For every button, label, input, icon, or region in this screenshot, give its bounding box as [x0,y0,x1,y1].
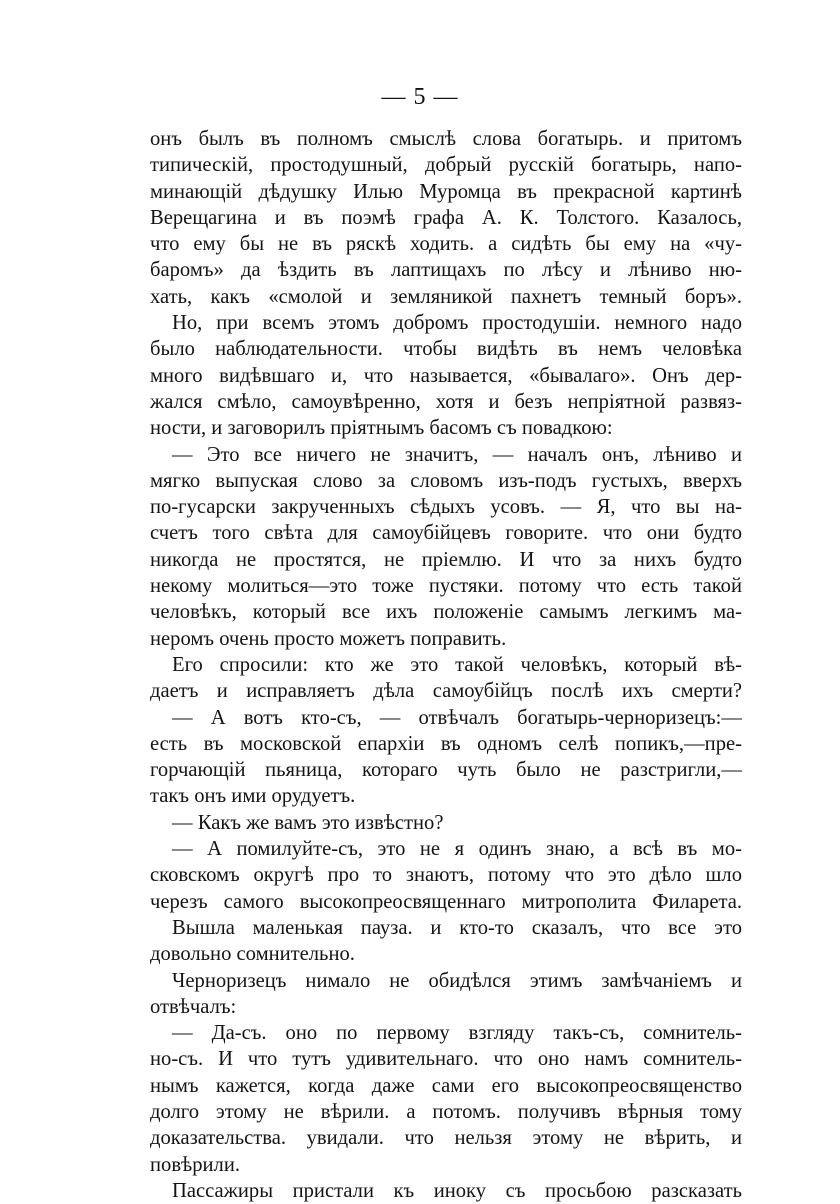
text-line: Верещагина и въ поэмѣ графа А. К. Толстого. Казалось, [150,206,742,229]
paragraph [150,652,742,705]
text-line: долго этому не вѣрили. а потомъ. получивъ вѣрныя тому [150,1100,742,1123]
text-line: никогда не простятся, не пріемлю. И что за нихъ будто [150,548,742,571]
text-line: но-съ. И что тутъ удивительнаго. что оно намъ сомнитель- [150,1048,742,1071]
text-line: нымъ кажется, когда даже сами его высокопреосвященство [150,1074,742,1097]
text-line: ности, и заговорилъ пріятнымъ басомъ съ повадкою: [150,417,613,440]
text-line: что ему бы не въ ряскѣ ходить. а сидѣть бы ему на «чу- [150,233,742,256]
text-line: было наблюдательности. чтобы видѣть въ немъ человѣка [150,338,742,361]
text-line: хать, какъ «смолой и земляникой пахнетъ темный боръ». [150,285,742,308]
paragraph [150,1020,742,1178]
text-line: минающій дѣдушку Илью Муромца въ прекрасной картинѣ [150,180,742,203]
paragraph [150,442,742,652]
paragraph [150,126,742,310]
paragraph [150,836,742,915]
text-line: Черноризецъ нимало не обидѣлся этимъ замѣчаніемъ и [172,969,742,992]
text-line: Но, при всемъ этомъ добромъ простодушіи. немного надо [172,312,742,335]
text-line: жался смѣло, самоувѣренно, хотя и безъ непріятной развяз- [150,390,742,413]
text-line: Его спросили: кто же это такой человѣкъ, который вѣ- [172,653,742,676]
body-text [150,126,742,1204]
text-line: доказательства. увидали. что нельзя этому не вѣрить, и [150,1127,742,1150]
text-line: черезъ самого высокопреосвященнаго митрополита Филарета. [150,890,742,913]
text-line: — Это все ничего не значитъ, — началъ онъ, лѣниво и [172,443,742,466]
text-line: отвѣчалъ: [150,995,237,1018]
text-line: — А помилуйте-съ, это не я одинъ знаю, а всѣ въ мо- [172,838,742,861]
text-line: — А вотъ кто-съ, — отвѣчалъ богатырь-черноризецъ:— [172,706,742,729]
text-line: по-гусарски закрученныхъ сѣдыхъ усовъ. — Я, что вы на- [150,496,742,519]
text-line: много видѣвшаго и, что называется, «бывалаго». Онъ дер- [150,364,742,387]
text-line: даетъ и исправляетъ дѣла самоубійцъ послѣ ихъ смерти? [150,680,742,703]
paragraph [150,915,742,968]
text-line: типическій, простодушный, добрый русскій богатырь, напо- [150,154,742,177]
text-line: повѣрили. [150,1153,240,1176]
paragraph [150,810,742,836]
text-line: — Да-съ. оно по первому взгляду такъ-съ, сомнитель- [172,1022,742,1045]
text-line: такъ онъ ими орудуетъ. [150,785,356,808]
text-line: сковскомъ округѣ про то знаютъ, потому что это дѣло шло [150,864,742,887]
paragraph [150,705,742,810]
text-line: счетъ того свѣта для самоубійцевъ говорите. что они будто [150,522,742,545]
text-line: есть въ московской епархіи въ одномъ селѣ попикъ,—пре- [150,732,742,755]
paragraph [150,968,742,1021]
text-line: — Какъ же вамъ это извѣстно? [172,811,444,834]
text-line: баромъ» да ѣздить въ лаптищахъ по лѣсу и лѣниво ню- [150,259,742,282]
text-line: неромъ очень просто можетъ поправить. [150,627,507,650]
text-line: человѣкъ, который все ихъ положеніе самымъ легкимъ ма- [150,601,742,624]
text-line: Вышла маленькая пауза. и кто-то сказалъ, что все это [172,916,742,939]
paragraph [150,310,742,441]
text-line: довольно сомнительно. [150,943,355,966]
text-line: мягко выпуская слово за словомъ изъ-подъ густыхъ, вверхъ [150,469,742,492]
text-line: горчающій пьяница, котораго чуть было не разстригли,— [150,759,742,782]
text-line: Пассажиры пристали къ иноку съ просьбою разсказать [172,1179,742,1202]
page-number: — 5 — [381,84,459,110]
text-line: онъ былъ въ полномъ смыслѣ слова богатырь. и притомъ [150,128,742,150]
text-line: некому молиться—это тоже пустяки. потому что есть такой [150,575,742,598]
